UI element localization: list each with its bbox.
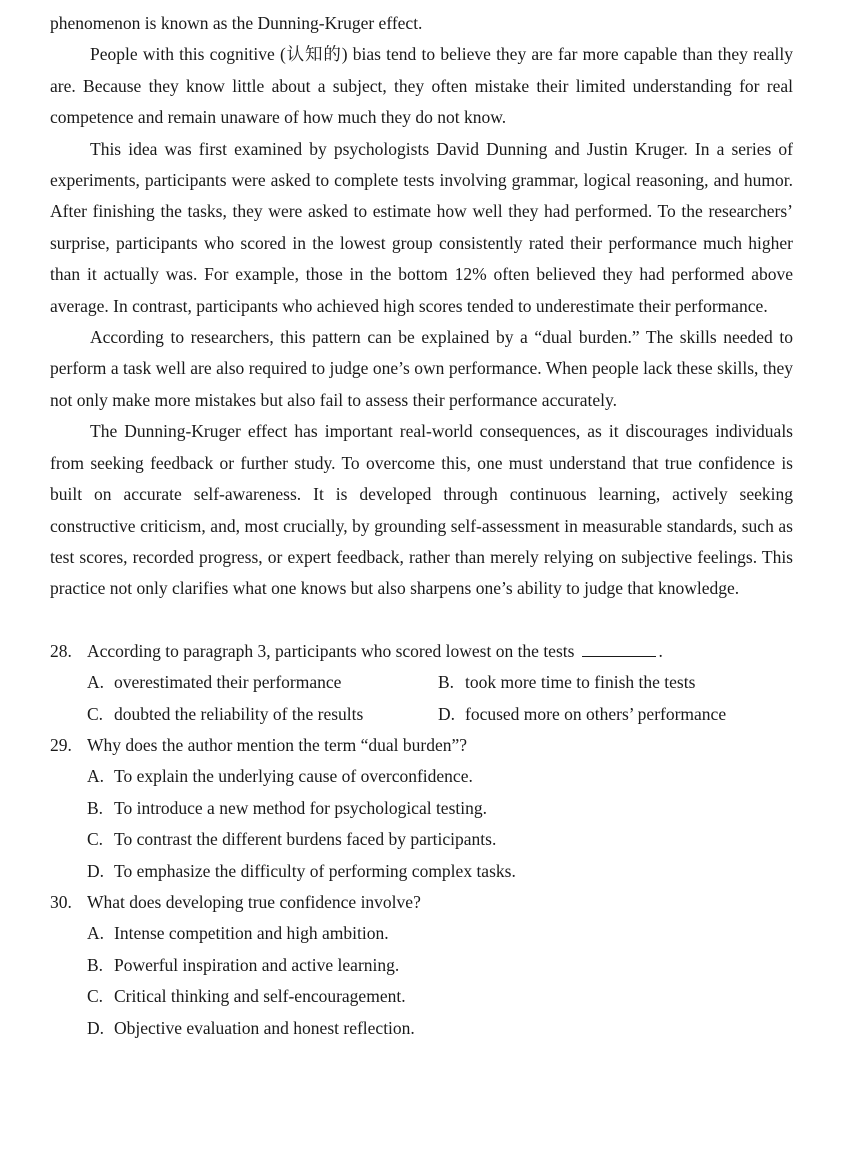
option-letter: A. xyxy=(87,766,105,787)
reading-passage xyxy=(50,8,793,605)
question-stem xyxy=(50,730,793,761)
option-letter: C. xyxy=(87,829,104,850)
option-text: overestimated their performance xyxy=(114,672,342,693)
passage-paragraph-4: The Dunning-Kruger effect has important real-world consequences, as it discourages individuals from seeking feedback or further study. To overcome this, one must understand that true confidence is built on accurate self-awareness. It is developed through continuous learning, actively seeking constructive criticism, and, most crucially, by grounding self-assessment in measurable standards, such as test scores, recorded progress, or expert feedback, rather than merely relying on subjective feelings. This practice not only clarifies what one knows but also sharpens one’s ability to judge that knowledge. xyxy=(50,421,793,599)
option-b[interactable] xyxy=(87,950,793,981)
exam-page xyxy=(50,8,793,1044)
option-text: To contrast the different burdens faced by participants. xyxy=(114,829,497,850)
options xyxy=(50,918,793,1044)
option-text: Powerful inspiration and active learning. xyxy=(114,954,400,975)
option-letter: C. xyxy=(87,986,104,1007)
question-30 xyxy=(50,887,793,1044)
question-text-end: . xyxy=(658,640,663,661)
passage-paragraph-3: According to researchers, this pattern can be explained by a “dual burden.” The skills needed to perform a task well are also required to judge one’s own performance. When people lack these skills, they not only make more mistakes but also fail to assess their performance accurately. xyxy=(50,327,793,410)
option-letter: A. xyxy=(87,923,105,944)
option-text: To introduce a new method for psychological testing. xyxy=(114,797,487,818)
question-text xyxy=(87,636,663,667)
question-number: 30. xyxy=(50,891,72,912)
option-a[interactable] xyxy=(87,918,793,949)
option-text: To emphasize the difficulty of performing complex tasks. xyxy=(114,860,516,881)
passage-paragraph-2: This idea was first examined by psychologists David Dunning and Justin Kruger. In a series of experiments, participants were asked to complete tests involving grammar, logical reasoning, and humor. After finishing the tasks, they were asked to estimate how well they had performed. To the researchers’ surprise, participants who scored in the lowest group consistently rated their performance much higher than it actually was. For example, those in the bottom 12% often believed they had performed above average. In contrast, participants who achieved high scores tended to underestimate their performance. xyxy=(50,138,793,316)
option-letter: C. xyxy=(87,703,104,724)
option-text: doubted the reliability of the results xyxy=(114,703,364,724)
option-d[interactable] xyxy=(438,699,789,730)
question-text: Why does the author mention the term “dual burden”? xyxy=(87,734,468,755)
option-letter: B. xyxy=(438,672,455,693)
option-c[interactable] xyxy=(87,699,438,730)
option-letter: D. xyxy=(87,1017,105,1038)
option-c[interactable] xyxy=(87,824,793,855)
question-28 xyxy=(50,636,793,730)
option-text: To explain the underlying cause of overconfidence. xyxy=(114,766,473,787)
option-letter: B. xyxy=(87,954,104,975)
question-list xyxy=(50,636,793,1044)
passage-paragraph-1: People with this cognitive (认知的) bias tend to believe they are far more capable than they really are. Because they know little about a subject, they often mistake their limited understanding for real competence and remain unaware of how much they do not know. xyxy=(50,44,793,128)
passage-paragraph-0: phenomenon is known as the Dunning-Kruger effect. xyxy=(50,13,423,33)
option-text: Critical thinking and self-encouragement. xyxy=(114,986,406,1007)
option-text: took more time to finish the tests xyxy=(465,672,696,693)
question-stem xyxy=(50,887,793,918)
option-letter: B. xyxy=(87,797,104,818)
option-text: Intense competition and high ambition. xyxy=(114,923,389,944)
question-stem xyxy=(50,636,793,667)
option-b[interactable] xyxy=(438,667,789,698)
option-row xyxy=(87,667,793,698)
option-letter: D. xyxy=(438,703,456,724)
option-letter: A. xyxy=(87,672,105,693)
question-text-start: According to paragraph 3, participants who scored lowest on the tests xyxy=(87,640,575,661)
option-letter: D. xyxy=(87,860,105,881)
question-number: 29. xyxy=(50,734,72,755)
option-a[interactable] xyxy=(87,667,438,698)
question-number: 28. xyxy=(50,640,72,661)
answer-blank xyxy=(582,638,656,657)
option-b[interactable] xyxy=(87,793,793,824)
option-text: focused more on others’ performance xyxy=(465,703,727,724)
options xyxy=(50,761,793,887)
option-text: Objective evaluation and honest reflection. xyxy=(114,1017,415,1038)
option-d[interactable] xyxy=(87,1013,793,1044)
question-text: What does developing true confidence involve? xyxy=(87,891,421,912)
option-c[interactable] xyxy=(87,981,793,1012)
question-29 xyxy=(50,730,793,887)
option-row xyxy=(87,699,793,730)
options xyxy=(50,667,793,730)
option-a[interactable] xyxy=(87,761,793,792)
option-d[interactable] xyxy=(87,856,793,887)
